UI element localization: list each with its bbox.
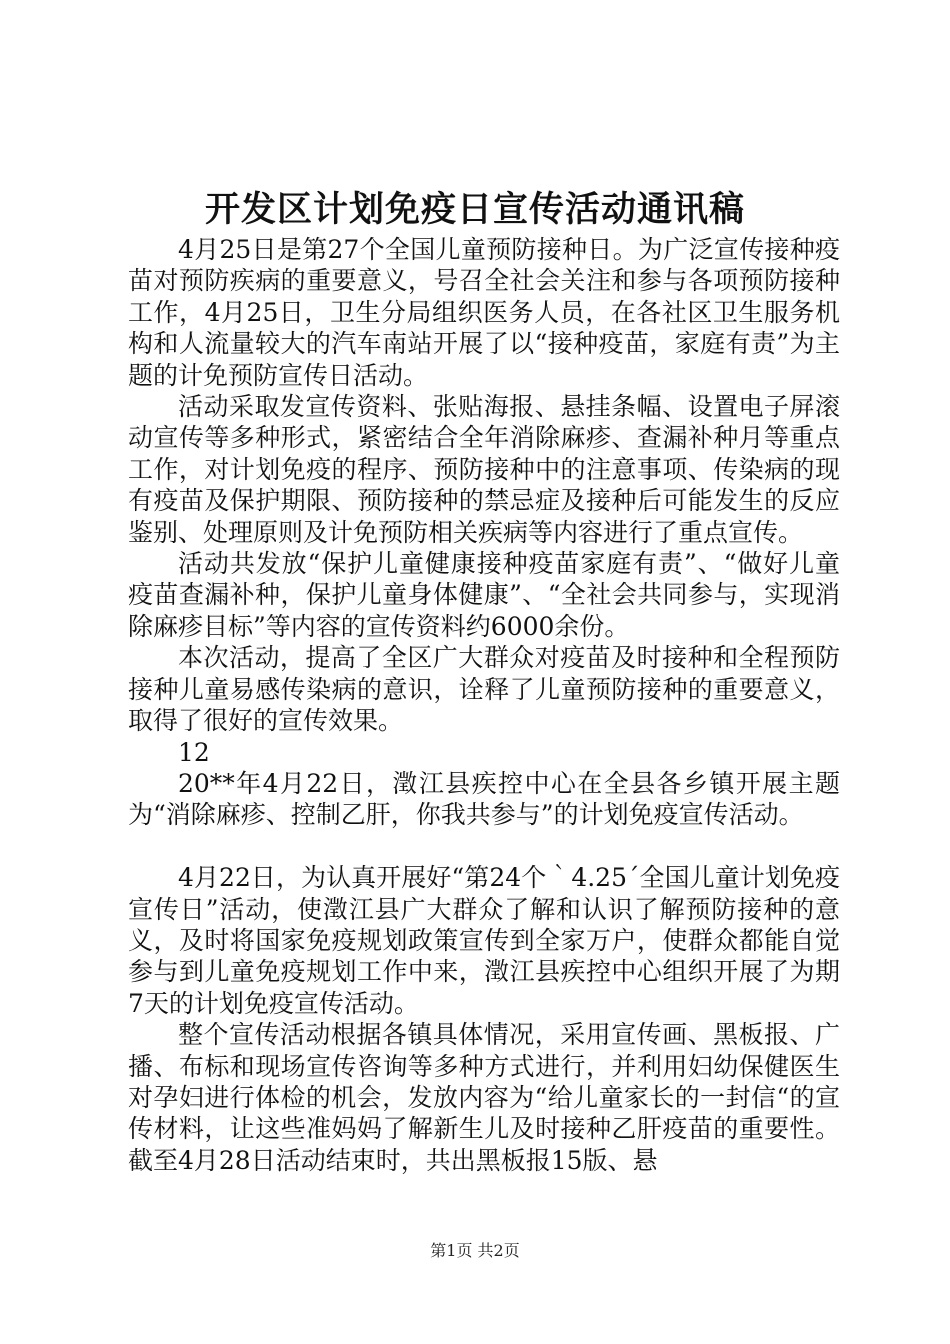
paragraph-3: 活动共发放“保护儿童健康接种疫苗家庭有责”、“做好儿童疫苗查漏补种，保护儿童身体健康”、“全社会共同参与，实现消除麻疹目标”等内容的宣传资料约6000余份。 <box>128 549 840 641</box>
paragraph-4: 本次活动，提高了全区广大群众对疫苗及时接种和全程预防接种儿童易感传染病的意识，诠释了儿童预防接种的重要意义，取得了很好的宣传效果。 <box>128 643 840 736</box>
paragraph-6: 20**年4月22日，澂江县疾控中心在全县各乡镇开展主题为“消除麻疹、控制乙肝，你我共参与”的计划免疫宣传活动。 <box>128 768 840 830</box>
document-body <box>128 234 840 1176</box>
paragraph-gap <box>128 831 840 862</box>
paragraph-1: 4月25日是第27个全国儿童预防接种日。为广泛宣传接种疫苗对预防疾病的重要意义，号召全社会关注和参与各项预防接种工作，4月25日，卫生分局组织医务人员，在各社区卫生服务机构和人流量较大的汽车南站开展了以“接种疫苗，家庭有责”为主题的计免预防宣传日活动。 <box>128 235 840 390</box>
page-footer: 第1页 共2页 <box>430 1241 520 1260</box>
paragraph-7: 4月22日，为认真开展好“第24个｀4.25´全国儿童计划免疫宣传日”活动，使澂江县广大群众了解和认识了解预防接种的意义，及时将国家免疫规划政策宣传到全家万户，使群众都能自觉参与到儿童免疫规划工作中来，澂江县疾控中心组织开展了为期7天的计划免疫宣传活动。 <box>128 863 840 1018</box>
document-title: 开发区计划免疫日宣传活动通讯稿 <box>204 189 745 230</box>
paragraph-5: 12 <box>178 737 210 767</box>
paragraph-2: 活动采取发宣传资料、张贴海报、悬挂条幅、设置电子屏滚动宣传等多种形式，紧密结合全年消除麻疹、查漏补种月等重点工作，对计划免疫的程序、预防接种中的注意事项、传染病的现有疫苗及保护期限、预防接种的禁忌症及接种后可能发生的反应鉴别、处理原则及计免预防相关疾病等内容进行了重点宣传。 <box>128 392 840 547</box>
paragraph-8: 整个宣传活动根据各镇具体情况，采用宣传画、黑板报、广播、布标和现场宣传咨询等多种方式进行，并利用妇幼保健医生对孕妇进行体检的机会，发放内容为“给儿童家长的一封信“的宣传材料，让这些准妈妈了解新生儿及时接种乙肝疫苗的重要性。截至4月28日活动结束时，共出黑板报15版、悬 <box>128 1020 840 1175</box>
